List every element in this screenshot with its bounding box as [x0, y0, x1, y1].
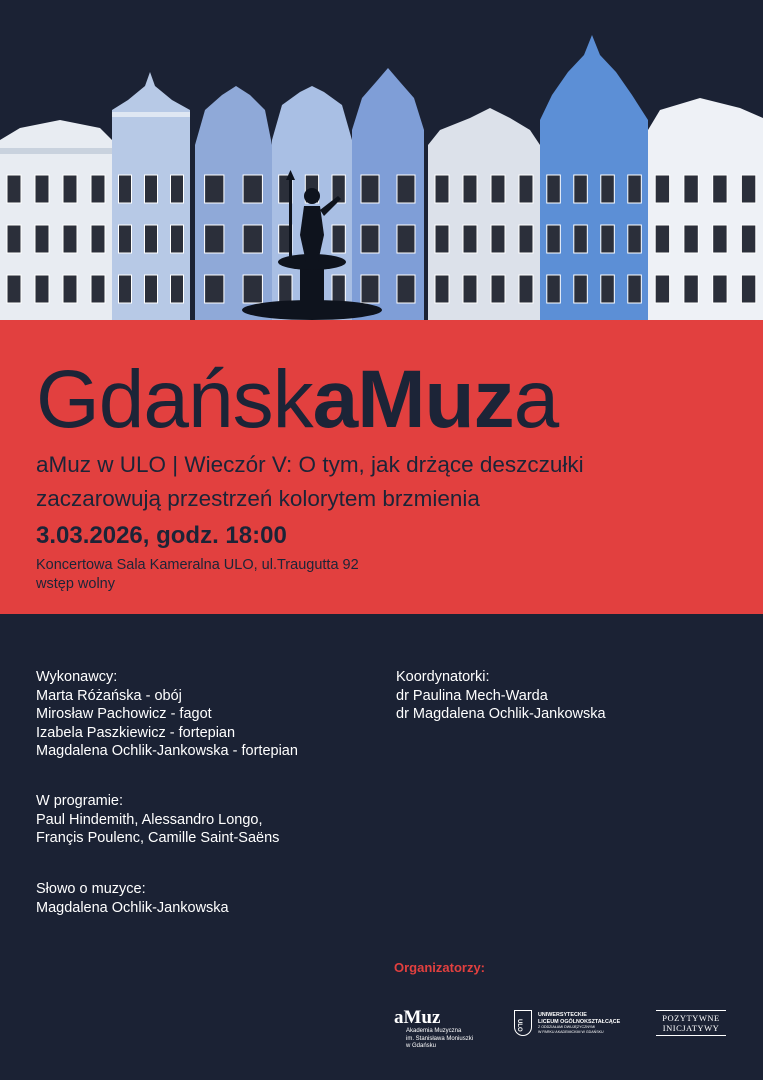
gdansk-tenement-facades-neptune-icon [0, 0, 763, 322]
coordinator-item: dr Magdalena Ochlik-Jankowska [396, 706, 606, 722]
facade-window [547, 175, 561, 203]
amuz-logo-line: w Gdańsku [406, 1043, 437, 1049]
facade-window [145, 175, 158, 203]
facade-window [601, 275, 615, 303]
facade-window [171, 225, 184, 253]
facade-window [145, 225, 158, 253]
event-datetime: 3.03.2026, godz. 18:00 [36, 522, 287, 549]
venue-address: Koncertowa Sala Kameralna ULO, ul.Traugutta 92 [36, 557, 359, 573]
amuz-logo-line: Akademia Muzyczna [406, 1028, 462, 1034]
facade-window [741, 225, 755, 253]
amuz-logo-line: im. Stanisława Moniuszki [406, 1035, 474, 1042]
festival-title [36, 352, 558, 448]
facade-window [119, 275, 132, 303]
event-subtitle [36, 448, 736, 516]
facade-window [547, 225, 561, 253]
facade-window [435, 275, 449, 303]
hero-facades-image [0, 0, 763, 322]
ulo-logo-line: LICEUM OGÓLNOKSZTAŁCĄCE [538, 1018, 621, 1025]
facade-window [519, 225, 533, 253]
facade-window [713, 275, 727, 303]
program-section [36, 792, 279, 848]
coordinator-item: dr Paulina Mech-Warda [396, 687, 548, 704]
title-part-amuz: aMuz [312, 354, 514, 445]
facade-window [171, 175, 184, 203]
program-item: Françis Poulenc, Camille Saint-Saëns [36, 830, 280, 846]
facade-window [491, 275, 505, 303]
performer-item: Marta Różańska - obój [36, 687, 182, 704]
facade-window [655, 225, 669, 253]
facade-window [684, 175, 698, 203]
facade-window [35, 175, 49, 203]
commentary-section [36, 880, 229, 917]
performers-section [36, 668, 298, 761]
commentary-item: Magdalena Ochlik-Jankowska [36, 899, 229, 916]
facade-window [332, 225, 345, 253]
facade-window [361, 225, 379, 253]
facade-window [684, 275, 698, 303]
facade-window [655, 175, 669, 203]
performer-item: Izabela Paszkiewicz - fortepian [36, 724, 236, 741]
facade-window [435, 225, 449, 253]
facade-window [35, 275, 49, 303]
facade-window [601, 225, 615, 253]
venue-entry-note: wstęp wolny [36, 576, 115, 592]
performer-item: Mirosław Pachowicz - fagot [36, 706, 212, 722]
facade-window [628, 175, 642, 203]
facade-window [205, 225, 224, 253]
facade-window [91, 275, 105, 303]
facade-window [145, 275, 158, 303]
facade-window [205, 175, 224, 203]
facade-window [7, 225, 21, 253]
facade-window [463, 225, 477, 253]
title-part-gdansk: Gdańsk [36, 354, 313, 445]
facade-window [463, 275, 477, 303]
facade-window [332, 275, 345, 303]
facade-window [397, 175, 415, 203]
facade-window [7, 275, 21, 303]
coordinators-heading: Koordynatorki: [396, 669, 490, 685]
facade-window [435, 175, 449, 203]
facade-window [519, 175, 533, 203]
facade-window [397, 225, 415, 253]
facade-window [63, 225, 77, 253]
pozytywne-inicjatywy-logo [656, 1010, 726, 1036]
facade-window [361, 175, 379, 203]
event-venue [36, 556, 359, 594]
facade-window [35, 225, 49, 253]
facade-window [491, 175, 505, 203]
facade-window [243, 225, 262, 253]
facade-window [655, 275, 669, 303]
pozytywne-logo-line: INICJATYWY [662, 1023, 720, 1033]
facade-window [63, 275, 77, 303]
facade-window [519, 275, 533, 303]
facade-window [63, 175, 77, 203]
facade-window [91, 225, 105, 253]
facade-window [547, 275, 561, 303]
facade-window [7, 175, 21, 203]
ulo-logo-line: UNIWERSYTECKIE [538, 1012, 587, 1018]
facade-window [243, 275, 262, 303]
subtitle-line-1: aMuz w ULO | Wieczór V: O tym, jak drżące deszczułki [36, 452, 584, 477]
performer-item: Magdalena Ochlik-Jankowska - fortepian [36, 743, 298, 759]
amuz-logo [394, 1008, 504, 1051]
organizers-label: Organizatorzy: [394, 960, 486, 975]
facade-window [397, 275, 415, 303]
facade-window [243, 175, 262, 203]
facade-window [713, 225, 727, 253]
facade-window [91, 175, 105, 203]
ulo-logo [514, 1010, 639, 1040]
facade-window [574, 225, 588, 253]
ulo-logo-line: Z ODDZIAŁAMI DWUJĘZYCZNYMI [538, 1025, 596, 1029]
facade-window [601, 175, 615, 203]
ulo-shield-mark: ULO [516, 1019, 522, 1032]
facade-window [684, 225, 698, 253]
facade-window [463, 175, 477, 203]
facade-window [119, 175, 132, 203]
amuz-logo-wordmark: aMuz [394, 1007, 441, 1028]
facade-window [491, 225, 505, 253]
title-part-a: a [513, 354, 559, 445]
program-heading: W programie: [36, 793, 124, 809]
program-item: Paul Hindemith, Alessandro Longo, [36, 811, 263, 828]
commentary-heading: Słowo o muzyce: [36, 881, 146, 897]
ulo-logo-line: W PARKU AKADEMICKIM W GDAŃSKU [538, 1029, 604, 1034]
facade-window [574, 175, 588, 203]
ulo-shield-icon [514, 1010, 532, 1036]
subtitle-line-2: zaczarowują przestrzeń kolorytem brzmienia [36, 486, 480, 511]
facade-window [361, 275, 379, 303]
facade-window [628, 225, 642, 253]
facade-window [741, 275, 755, 303]
facade-window [171, 275, 184, 303]
facade-window [574, 275, 588, 303]
facade-window [713, 175, 727, 203]
pozytywne-logo-line: POZYTYWNE [662, 1013, 720, 1023]
facade-window [205, 275, 224, 303]
facade-window [119, 225, 132, 253]
facade-window [628, 275, 642, 303]
facade-window [279, 275, 292, 303]
coordinators-section [396, 668, 606, 724]
performers-heading: Wykonawcy: [36, 669, 118, 685]
facade-window [741, 175, 755, 203]
